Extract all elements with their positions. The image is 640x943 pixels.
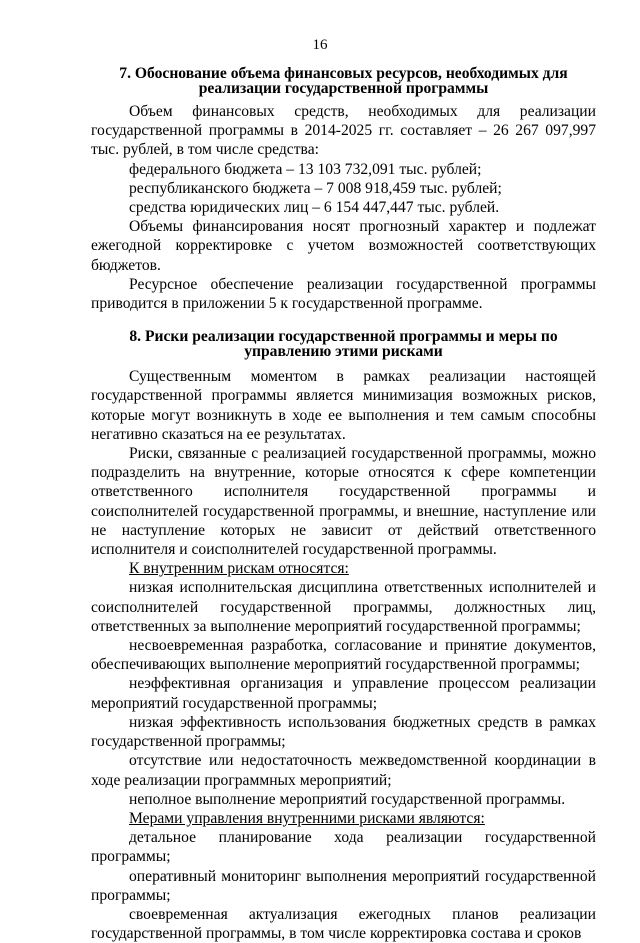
page-number: 16	[312, 37, 328, 53]
funding-item-federal: федерального бюджета – 13 103 732,091 тыс. рублей;	[129, 160, 482, 178]
internal-risk-item: неэффективная организация и управление процессом реализации мероприятий государственной программы;	[91, 675, 596, 712]
internal-risk-item: низкая исполнительская дисциплина ответственных исполнителей и соисполнителей государственной программы, должностных лиц, ответственных за выполнение мероприятий государственной программы;	[91, 579, 596, 635]
section-7-title: 7. Обоснование объема финансовых ресурсов, необходимых для реализации государственной программы	[119, 65, 568, 97]
risk-measures-header-text: Мерами управления внутренними рисками являются:	[129, 809, 485, 827]
section-7-intro: Объем финансовых средств, необходимых для реализации государственной программы в 2014-2025 гг. составляет – 26 267 097,997 тыс. рублей, в том числе средства:	[91, 103, 596, 159]
funding-item-republican: республиканского бюджета – 7 008 918,459 тыс. рублей;	[129, 179, 502, 197]
section-8-paragraph-risk-types: Риски, связанные с реализацией государственной программы, можно подразделить на внутренние, которые относятся к сфере компетенции ответственного исполнителя государственной программы и соисполнителей государственной программы, и внешние, наступление или не наступление которых не зависит от действий ответственного исполнителя и соисполнителей государственной программы.	[91, 445, 596, 559]
risk-measures-header	[91, 809, 596, 828]
risk-measure-item: детальное планирование хода реализации государственной программы;	[91, 829, 596, 866]
section-8-title: 8. Риски реализации государственной программы и меры по управлению этими рисками	[129, 328, 558, 361]
section-7-paragraph-appendix: Ресурсное обеспечение реализации государственной программы приводится в приложении 5 к государственной программе.	[91, 275, 596, 313]
internal-risk-item: неполное выполнение мероприятий государственной программы.	[129, 790, 566, 808]
risk-measure-item: оперативный мониторинг выполнения мероприятий государственной программы;	[91, 867, 596, 904]
internal-risks-header-text: К внутренним рискам относятся:	[129, 560, 349, 578]
internal-risk-item: несвоевременная разработка, согласование и принятие документов, обеспечивающих выполнение мероприятий государственной программы;	[91, 637, 596, 674]
section-8-paragraph-minimization: Существенным моментом в рамках реализации настоящей государственной программы является минимизация возможных рисков, которые могут возникнуть в ходе ее выполнения и тем самым способны негативно сказаться на ее результатах.	[91, 368, 596, 443]
internal-risks-header	[91, 559, 596, 578]
section-7-paragraph-forecast: Объемы финансирования носят прогнозный характер и подлежат ежегодной корректировке с учетом возможностей соответствующих бюджетов.	[91, 218, 596, 274]
internal-risk-item: низкая эффективность использования бюджетных средств в рамках государственной программы;	[91, 713, 596, 751]
risk-measure-item: своевременная актуализация ежегодных планов реализации государственной программы, в том числе корректировка состава и сроков	[91, 905, 596, 943]
page-content	[91, 66, 596, 943]
funding-item-legal-entities: средства юридических лиц – 6 154 447,447 тыс. рублей.	[129, 199, 500, 217]
internal-risk-item: отсутствие или недостаточность межведомственной координации в ходе реализации программных мероприятий;	[91, 752, 596, 789]
